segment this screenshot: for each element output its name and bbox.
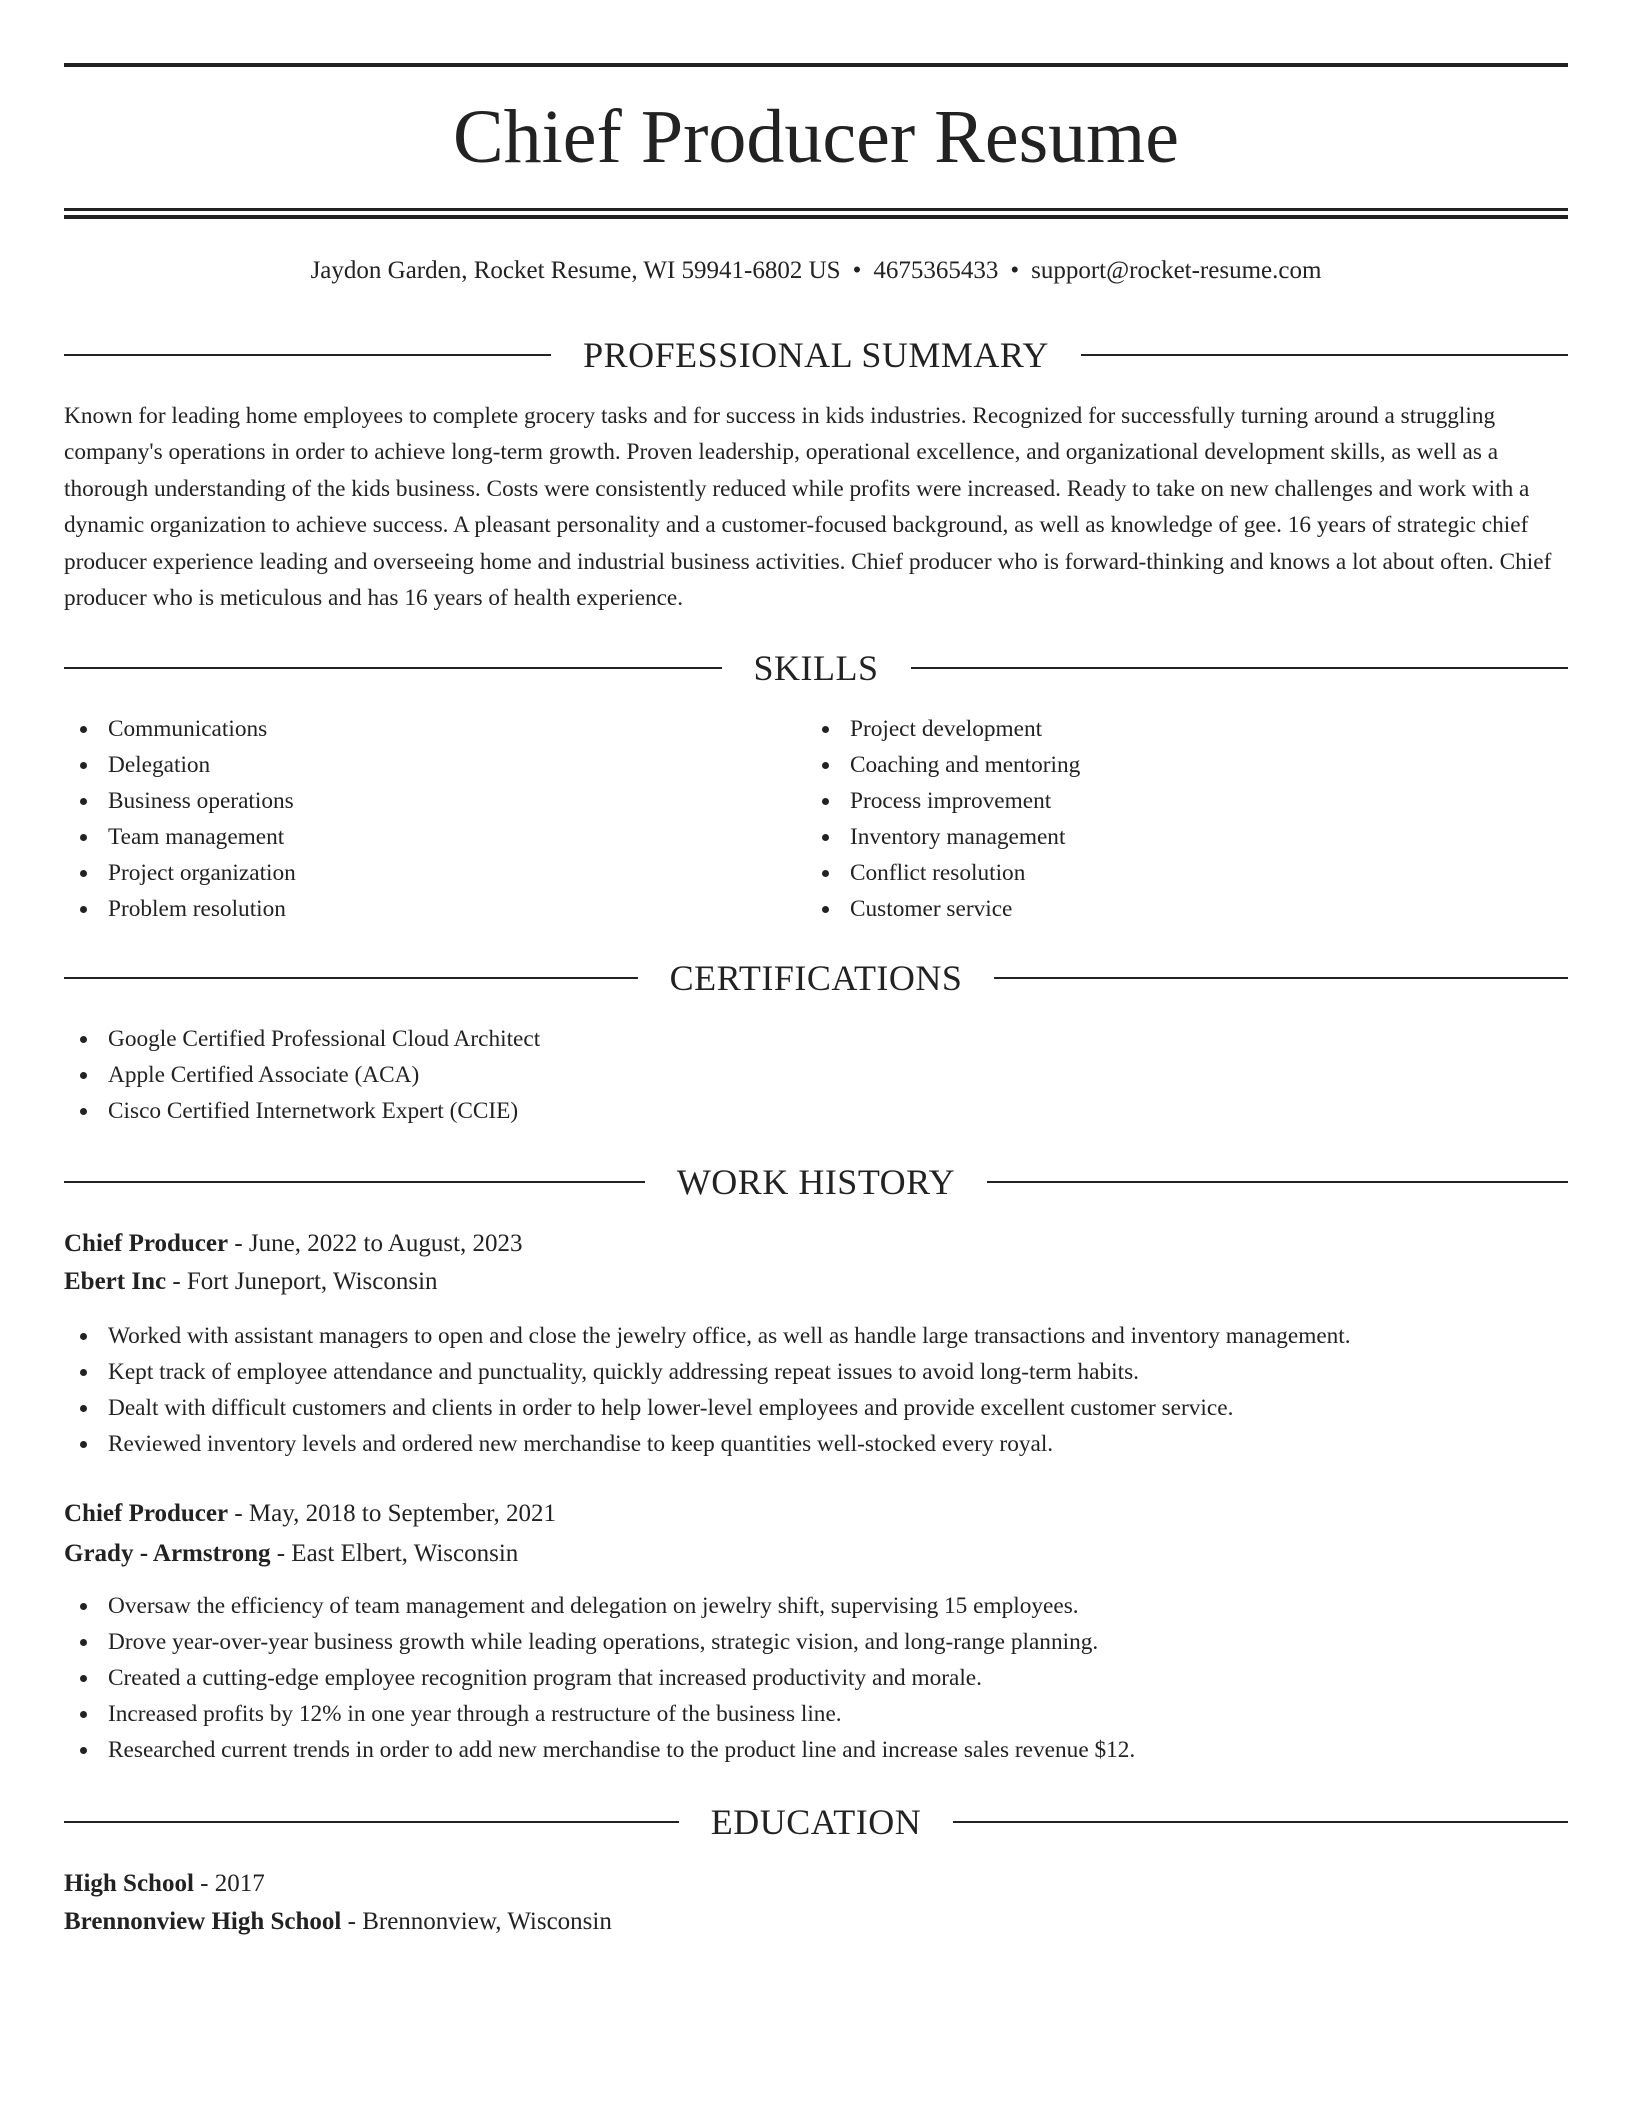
contact-email: support@rocket-resume.com (1031, 257, 1322, 284)
job-duty: Reviewed inventory levels and ordered new merchandise to keep quantities well-stocked every royal. (64, 1426, 1568, 1462)
contact-line (64, 254, 1568, 288)
certification-item: Google Certified Professional Cloud Architect (64, 1021, 1568, 1057)
certification-item: Cisco Certified Internetwork Expert (CCIE) (64, 1093, 1568, 1129)
job-title: Chief Producer (64, 1500, 229, 1527)
section-rule (64, 354, 551, 356)
job-company-line (64, 1536, 1568, 1572)
job-duty: Oversaw the efficiency of team management and delegation on jewelry shift, supervising 15 employees. (64, 1588, 1568, 1624)
skill-item: Project organization (64, 855, 764, 891)
skill-item: Delegation (64, 747, 764, 783)
section-header-education (64, 1802, 1568, 1842)
skill-item: Inventory management (806, 819, 1566, 855)
section-header-summary (64, 335, 1568, 375)
section-rule (64, 977, 638, 979)
education-location: - Brennonview, Wisconsin (341, 1908, 612, 1935)
section-rule (64, 1821, 679, 1823)
contact-address: Jaydon Garden, Rocket Resume, WI 59941-6802 US (310, 257, 841, 284)
skills-list-left (64, 711, 764, 927)
contact-phone: 4675365433 (873, 257, 999, 284)
job-duties-list (64, 1318, 1568, 1462)
job-duty: Dealt with difficult customers and clients in order to help lower-level employees and provide excellent customer service. (64, 1390, 1568, 1426)
job-duty: Increased profits by 12% in one year through a restructure of the business line. (64, 1696, 1568, 1732)
education-heading (64, 1866, 1568, 1902)
skill-item: Communications (64, 711, 764, 747)
skills-list-right (806, 711, 1566, 927)
job-company: Grady - Armstrong (64, 1540, 271, 1567)
skill-item: Coaching and mentoring (806, 747, 1566, 783)
job-dates: - June, 2022 to August, 2023 (228, 1230, 523, 1257)
job-heading (64, 1226, 1568, 1262)
education-school: Brennonview High School (64, 1908, 342, 1935)
education-degree: High School (64, 1870, 194, 1897)
job-duty: Created a cutting-edge employee recognition program that increased productivity and morale. (64, 1660, 1568, 1696)
section-title: WORK HISTORY (676, 1162, 956, 1202)
job-dates: - May, 2018 to September, 2021 (228, 1500, 556, 1527)
certification-item: Apple Certified Associate (ACA) (64, 1057, 1568, 1093)
job-company: Ebert Inc (64, 1268, 167, 1295)
section-title: PROFESSIONAL SUMMARY (583, 335, 1049, 375)
skill-item: Process improvement (806, 783, 1566, 819)
skill-item: Problem resolution (64, 891, 764, 927)
job-location: - East Elbert, Wisconsin (270, 1540, 519, 1567)
section-rule (64, 667, 722, 669)
section-title: CERTIFICATIONS (669, 958, 963, 998)
section-header-certifications (64, 958, 1568, 998)
job-duty: Kept track of employee attendance and punctuality, quickly addressing repeat issues to avoid long-term habits. (64, 1354, 1568, 1390)
job-duty: Worked with assistant managers to open and close the jewelry office, as well as handle large transactions and inventory management. (64, 1318, 1568, 1354)
section-title: SKILLS (753, 648, 879, 688)
skill-item: Project development (806, 711, 1566, 747)
section-rule (953, 1821, 1568, 1823)
summary-text: Known for leading home employees to complete grocery tasks and for success in kids industries. Recognized for successfully turning around a struggling company's operations in order to achieve long-term growth. Proven leadership, operational excellence, and organizational development skills, as well as a thorough understanding of the kids business. Costs were consistently reduced while profits were increased. Ready to take on new challenges and work with a dynamic organization to achieve success. A pleasant personality and a customer-focused background, as well as knowledge of gee. 16 years of strategic chief producer experience leading and overseeing home and industrial business activities. Chief producer who is forward-thinking and knows a lot about often. Chief producer who is meticulous and has 16 years of health experience. (64, 403, 1552, 612)
section-rule (64, 1181, 645, 1183)
section-rule (987, 1181, 1568, 1183)
job-duty: Drove year-over-year business growth while leading operations, strategic vision, and long-range planning. (64, 1624, 1568, 1660)
certifications-list (64, 1021, 1568, 1129)
job-title: Chief Producer (64, 1230, 229, 1257)
title-double-rule-lower (64, 215, 1568, 219)
top-rule (64, 63, 1568, 67)
section-rule (1081, 354, 1568, 356)
contact-separator: • (852, 257, 862, 284)
skill-item: Business operations (64, 783, 764, 819)
resume-title: Chief Producer Resume (452, 95, 1180, 179)
section-rule (911, 667, 1569, 669)
section-header-work-history (64, 1162, 1568, 1202)
education-school-line (64, 1904, 1568, 1940)
contact-separator: • (1010, 257, 1020, 284)
skill-item: Customer service (806, 891, 1566, 927)
education-year: - 2017 (193, 1870, 265, 1897)
section-header-skills (64, 648, 1568, 688)
job-location: - Fort Juneport, Wisconsin (166, 1268, 438, 1295)
skill-item: Conflict resolution (806, 855, 1566, 891)
section-rule (994, 977, 1568, 979)
job-company-line (64, 1264, 1568, 1300)
job-duty: Researched current trends in order to add new merchandise to the product line and increase sales revenue $12. (64, 1732, 1568, 1768)
title-double-rule-upper (64, 208, 1568, 211)
skill-item: Team management (64, 819, 764, 855)
job-heading (64, 1496, 1568, 1532)
section-title: EDUCATION (710, 1802, 922, 1842)
job-duties-list (64, 1588, 1568, 1768)
